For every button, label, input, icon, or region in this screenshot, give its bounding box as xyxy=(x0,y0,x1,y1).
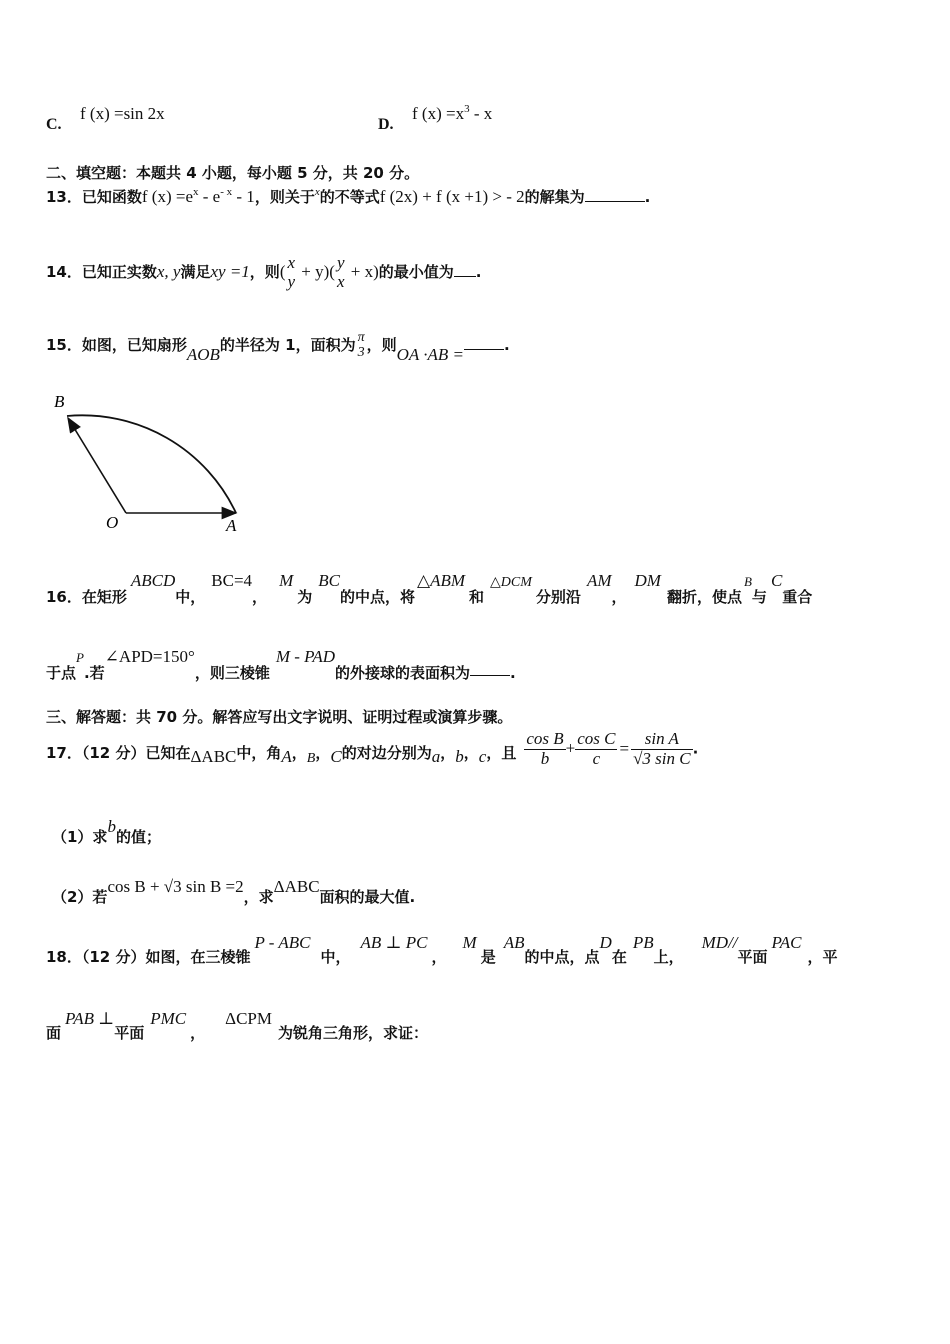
answer-blank xyxy=(464,339,504,350)
question-16-line1: 16．在矩形ABCD中，BC=4，M为BC的中点，将△ABM和△DCM分别沿AM，DM翻折，使点B与C重合 xyxy=(46,571,813,606)
answer-blank xyxy=(454,262,476,277)
answer-blank xyxy=(470,661,510,676)
question-17-part1: （1）求b的值； xyxy=(52,817,161,846)
vector-ob xyxy=(68,418,126,513)
point-a-label: A xyxy=(226,516,237,535)
answer-blank xyxy=(585,187,645,202)
question-14: 14．已知正实数x, y满足xy =1，则( x y + y)( y x + x)的最小值为 . xyxy=(46,253,482,291)
sector-figure xyxy=(46,385,246,535)
question-18-line1: 18．（12 分）如图，在三棱锥P - ABC中，AB ⊥ PC，M是AB的中点，点D在PB上，MD//平面PAC，平 xyxy=(46,933,838,966)
question-13: 13．已知函数f $(x) =e^x - e^{- x} - 1$，则关于$^x$的不等式f (2x) + f (x +1) > - 2的解集为 . xyxy=(46,186,651,206)
option-c-formula: f (x) =sin 2x xyxy=(80,104,165,123)
point-b-label: B xyxy=(54,392,65,411)
question-15: 15．如图，已知扇形AOB的半径为 1，面积为 π 3 ，则OA ·AB = . xyxy=(46,330,510,364)
sector-arc xyxy=(67,415,236,513)
section2-heading: 二、填空题：本题共 4 小题，每小题 5 分，共 20 分。 xyxy=(46,164,420,182)
option-c-label: C. xyxy=(46,116,62,133)
question-17: 17．（12 分）已知在ΔABC中，角A，B，C的对边分别为a，b，c，且 $\frac{\text{cos B}}{b}$ + $\frac{\text{cos C}}{c}$ = $\frac{\text{sin A}}{\text{√3 sin C}}$ . xyxy=(46,729,699,768)
point-o-label: O xyxy=(106,513,119,532)
question-18-line2: 面PAB ⊥平面PMC，ΔCPM为锐角三角形，求证： xyxy=(46,1009,428,1042)
question-17-part2: （2）若cos B + √3 sin B =2，求ΔABC面积的最大值. xyxy=(52,877,416,906)
section3-heading: 三、解答题：共 70 分。解答应写出文字说明、证明过程或演算步骤。 xyxy=(46,708,513,726)
option-d-label: D. xyxy=(378,116,394,133)
option-d-formula: f $(x) =x^3 - x$ xyxy=(412,103,493,123)
question-16-line2: 于点P.若∠APD=150°，则三棱锥M - PAD的外接球的表面积为 . xyxy=(46,647,516,682)
